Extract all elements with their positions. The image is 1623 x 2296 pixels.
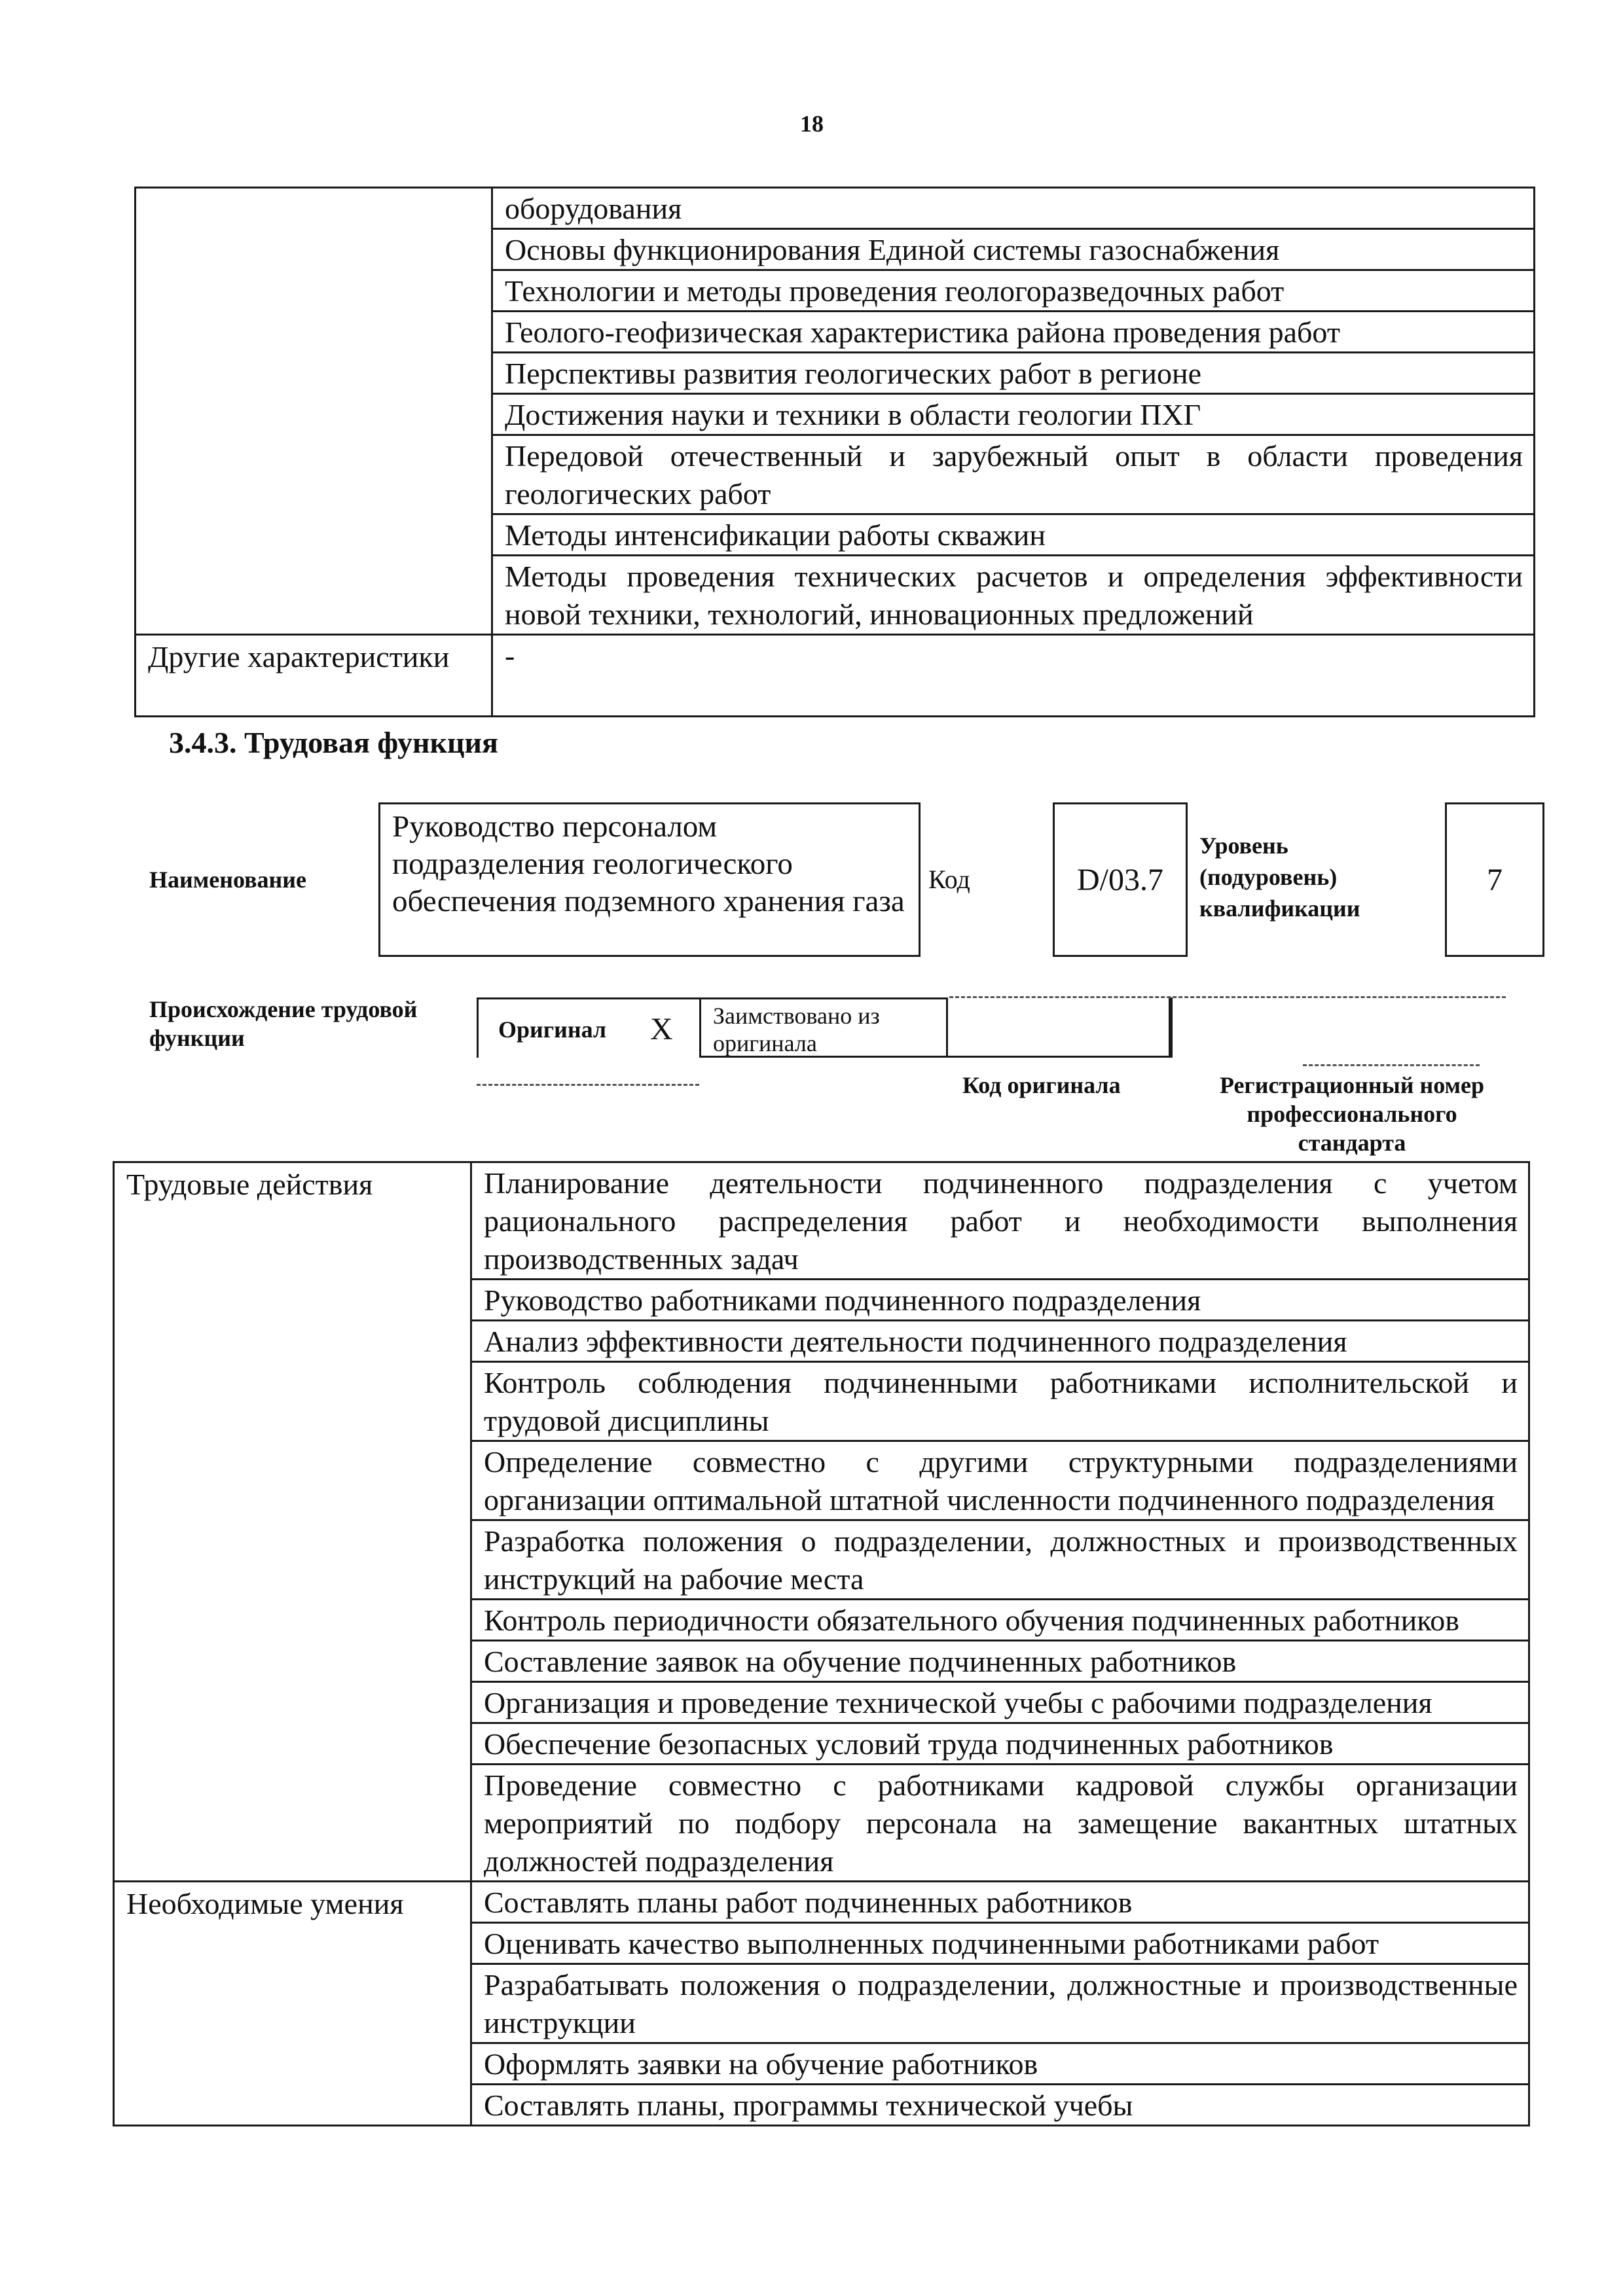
knowledge-label-cell xyxy=(136,188,492,635)
function-code-box: D/03.7 xyxy=(1053,802,1188,957)
other-characteristics-value: - xyxy=(492,635,1535,717)
table-cell: Основы функционирования Единой системы газоснабжения xyxy=(492,229,1535,270)
labor-actions-label: Трудовые действия xyxy=(114,1162,471,1882)
table-row xyxy=(136,188,1535,229)
table-cell: Геолого-геофизическая характеристика района проведения работ xyxy=(492,312,1535,353)
table-cell: Определение совместно с другими структурными подразделениями организации оптимальной штатной численности подчиненного подразделения xyxy=(471,1441,1529,1520)
other-characteristics-label: Другие характеристики xyxy=(136,635,492,717)
table-cell: Руководство работниками подчиненного подразделения xyxy=(471,1280,1529,1321)
table-cell: Планирование деятельности подчиненного подразделения с учетом рационального распределения работ и необходимости выполнения производственных задач xyxy=(471,1162,1529,1280)
table-cell: Достижения науки и техники в области геологии ПХГ xyxy=(492,394,1535,435)
name-label: Наименование xyxy=(149,867,306,893)
qualification-level-box: 7 xyxy=(1445,802,1544,957)
table-cell: Контроль соблюдения подчиненными работниками исполнительской и трудовой дисциплины xyxy=(471,1362,1529,1441)
table-cell: Составлять планы работ подчиненных работников xyxy=(471,1882,1529,1923)
function-name-box: Руководство персоналом подразделения геологического обеспечения подземного хранения газа xyxy=(378,802,921,957)
section-heading: 3.4.3. Трудовая функция xyxy=(169,726,498,759)
continued-knowledge-table xyxy=(134,187,1535,717)
original-code-cell xyxy=(948,997,1171,1058)
table-cell: Технологии и методы проведения геологоразведочных работ xyxy=(492,270,1535,312)
original-cell xyxy=(477,997,699,1058)
table-cell: Оценивать качество выполненных подчиненными работниками работ xyxy=(471,1923,1529,1964)
code-label: Код xyxy=(928,865,970,894)
qualification-level-label: Уровень (подуровень) квалификации xyxy=(1199,833,1360,922)
borrowed-cell xyxy=(699,997,948,1058)
labor-function-table xyxy=(113,1161,1530,2126)
page-number: 18 xyxy=(800,111,824,137)
original-mark: X xyxy=(650,1012,673,1047)
registration-number-cell xyxy=(1171,997,1472,1058)
original-label: Оригинал xyxy=(498,1016,607,1043)
original-code-caption: Код оригинала xyxy=(962,1072,1121,1098)
table-cell: оборудования xyxy=(492,188,1535,229)
table-row xyxy=(136,635,1535,717)
registration-number-caption: Регистрационный номер профессионального стандарта xyxy=(1219,1072,1485,1156)
table-row xyxy=(114,1882,1529,1923)
table-cell: Контроль периодичности обязательного обучения подчиненных работников xyxy=(471,1600,1529,1641)
table-cell: Разрабатывать положения о подразделении, должностные и производственные инструкции xyxy=(471,1964,1529,2043)
table-cell: Составление заявок на обучение подчиненных работников xyxy=(471,1641,1529,1682)
table-cell: Составлять планы, программы технической учебы xyxy=(471,2085,1529,2126)
table-cell: Обеспечение безопасных условий труда подчиненных работников xyxy=(471,1723,1529,1765)
origin-label: Происхождение трудовой функции xyxy=(149,996,418,1051)
table-cell: Проведение совместно с работниками кадровой службы организации мероприятий по подбору персонала на замещение вакантных штатных должностей подразделения xyxy=(471,1765,1529,1882)
dashed-border xyxy=(477,1084,699,1086)
table-cell: Организация и проведение технической учебы с рабочими подразделения xyxy=(471,1682,1529,1723)
dashed-border xyxy=(1303,1064,1480,1066)
table-row xyxy=(114,1162,1529,1280)
borrowed-label: Заимствовано из оригинала xyxy=(713,1003,880,1056)
table-cell: Перспективы развития геологических работ в регионе xyxy=(492,353,1535,394)
table-cell: Разработка положения о подразделении, должностных и производственных инструкций на рабочие места xyxy=(471,1520,1529,1600)
table-cell: Передовой отечественный и зарубежный опыт в области проведения геологических работ xyxy=(492,435,1535,514)
table-cell: Методы интенсификации работы скважин xyxy=(492,514,1535,556)
dashed-border xyxy=(949,996,1506,998)
table-cell: Анализ эффективности деятельности подчиненного подразделения xyxy=(471,1321,1529,1362)
table-cell: Оформлять заявки на обучение работников xyxy=(471,2043,1529,2085)
table-cell: Методы проведения технических расчетов и определения эффективности новой техники, технологий, инновационных предложений xyxy=(492,556,1535,635)
required-skills-label: Необходимые умения xyxy=(114,1882,471,2126)
